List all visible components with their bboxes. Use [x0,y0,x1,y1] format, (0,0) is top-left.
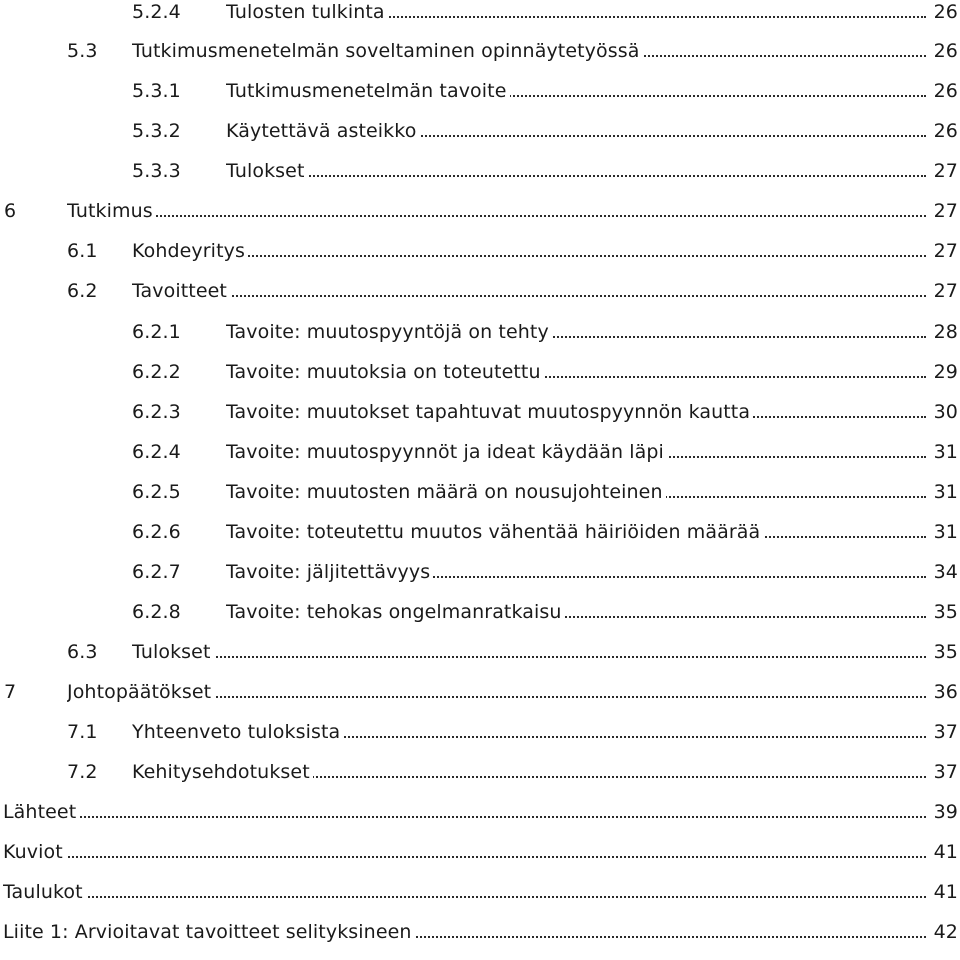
toc-entry[interactable] [0,478,960,518]
toc-entry-number: 7.1 [67,721,98,743]
toc-entry-title: Tavoite: muutokset tapahtuvat muutospyynnön kautta [226,401,753,423]
toc-entry-page: 27 [928,237,958,265]
toc-entry-leader [226,398,926,426]
toc-entry[interactable] [0,798,960,838]
toc-entry-number: 6.2.7 [132,561,181,583]
toc-entry-number: 6.2.4 [132,441,181,463]
toc-entry-leader [226,558,926,586]
toc-entry[interactable] [0,398,960,438]
toc-entry-leader [67,678,926,706]
toc-entry-page: 35 [928,598,958,626]
toc-entry-number: 6.1 [67,240,98,262]
toc-entry[interactable] [0,37,960,77]
toc-entry-page: 35 [928,638,958,666]
toc-entry-title: Tutkimusmenetelmän soveltaminen opinnäytetyössä [132,40,643,62]
toc-entry-number: 6.2.1 [132,321,181,343]
toc-entry-title: Tavoite: toteutettu muutos vähentää häiriöiden määrää [226,521,763,543]
toc-entry[interactable] [0,438,960,478]
toc-entry-title: Tavoite: muutospyyntöjä on tehty [226,321,552,343]
toc-entry[interactable] [0,638,960,678]
toc-entry-leader [3,918,926,946]
toc-entry-page: 41 [928,838,958,866]
toc-entry-number: 5.3.2 [132,120,181,142]
toc-entry-page: 30 [928,398,958,426]
toc-entry-page: 31 [928,518,958,546]
toc-entry-leader [226,478,926,506]
toc-entry-leader [226,77,926,105]
toc-entry-number: 6.2 [67,280,98,302]
toc-entry-page: 26 [928,77,958,105]
toc-entry-page: 37 [928,718,958,746]
toc-entry-title: Tulokset [226,160,308,182]
toc-entry[interactable] [0,157,960,197]
toc-entry[interactable] [0,598,960,638]
toc-entry-number: 5.2.4 [132,1,181,23]
toc-entry-page: 31 [928,438,958,466]
toc-entry-leader [132,638,926,666]
toc-entry[interactable] [0,117,960,157]
toc-entry-page: 29 [928,358,958,386]
toc-entry-title: Taulukot [3,881,86,903]
toc-entry-leader [67,197,926,225]
toc-entry[interactable] [0,0,960,38]
toc-entry-leader [3,838,926,866]
toc-entry[interactable] [0,237,960,277]
toc-entry-leader [226,598,926,626]
toc-entry-leader [132,718,926,746]
toc-entry-number: 7.2 [67,761,98,783]
toc-entry-title: Tulokset [132,641,214,663]
toc-entry-leader [226,0,926,26]
toc-entry-number: 5.3.1 [132,80,181,102]
toc-entry-leader [226,518,926,546]
toc-entry[interactable] [0,678,960,718]
toc-entry-title: Tulosten tulkinta [226,1,388,23]
toc-entry-title: Yhteenveto tuloksista [132,721,343,743]
toc-entry-title: Tavoitteet [132,280,230,302]
toc-entry-page: 27 [928,197,958,225]
toc-entry-page: 41 [928,878,958,906]
toc-entry-page: 26 [928,117,958,145]
toc-entry-title: Tavoite: jäljitettävyys [226,561,433,583]
toc-entry-title: Tavoite: muutospyynnöt ja ideat käydään läpi [226,441,667,463]
toc-entry-leader [132,237,926,265]
toc-entry-number: 6 [4,200,17,222]
toc-entry-title: Tavoite: muutosten määrä on nousujohteinen [226,481,666,503]
toc-entry-number: 6.2.5 [132,481,181,503]
toc-entry-number: 6.2.8 [132,601,181,623]
toc-entry-number: 6.2.2 [132,361,181,383]
toc-entry-leader [132,277,926,305]
toc-entry-title: Kehitysehdotukset [132,761,313,783]
toc-entry-page: 28 [928,318,958,346]
toc-entry-leader [226,157,926,185]
toc-entry[interactable] [0,358,960,398]
toc-entry-page: 27 [928,157,958,185]
toc-entry-leader [132,758,926,786]
toc-entry-title: Kuviot [3,841,66,863]
toc-entry[interactable] [0,277,960,317]
toc-entry-title: Käytettävä asteikko [226,120,419,142]
toc-entry-page: 36 [928,678,958,706]
toc-entry-number: 5.3 [67,40,98,62]
toc-entry[interactable] [0,197,960,237]
toc-entry-title: Tutkimus [67,200,156,222]
toc-entry[interactable] [0,518,960,558]
toc-entry-title: Lähteet [3,801,79,823]
toc-entry-number: 6.3 [67,641,98,663]
toc-entry-leader [226,117,926,145]
toc-entry[interactable] [0,77,960,117]
toc-entry-leader [226,318,926,346]
toc-entry-page: 26 [928,37,958,65]
toc-entry-number: 7 [4,681,17,703]
toc-entry-leader [3,798,926,826]
toc-entry-number: 6.2.6 [132,521,181,543]
toc-entry-title: Tutkimusmenetelmän tavoite [226,80,510,102]
toc-entry-number: 6.2.3 [132,401,181,423]
toc-entry-page: 42 [928,918,958,946]
toc-entry[interactable] [0,718,960,758]
toc-entry-page: 37 [928,758,958,786]
toc-entry[interactable] [0,318,960,358]
toc-entry[interactable] [0,758,960,798]
toc-entry-page: 34 [928,558,958,586]
toc-entry-leader [226,358,926,386]
toc-entry-page: 39 [928,798,958,826]
toc-entry-title: Johtopäätökset [67,681,214,703]
toc-entry-page: 26 [928,0,958,26]
toc-entry-number: 5.3.3 [132,160,181,182]
toc-entry-leader [226,438,926,466]
toc-entry-page: 27 [928,277,958,305]
toc-entry-title: Kohdeyritys [132,240,248,262]
toc-entry-leader [3,878,926,906]
toc-entry[interactable] [0,918,960,958]
toc-entry[interactable] [0,878,960,918]
toc-entry-page: 31 [928,478,958,506]
toc-entry[interactable] [0,558,960,598]
toc-entry[interactable] [0,838,960,878]
toc-entry-title: Liite 1: Arvioitavat tavoitteet selityksineen [3,921,415,943]
toc-entry-title: Tavoite: muutoksia on toteutettu [226,361,544,383]
toc-entry-title: Tavoite: tehokas ongelmanratkaisu [226,601,565,623]
toc-entry-leader [132,37,926,65]
